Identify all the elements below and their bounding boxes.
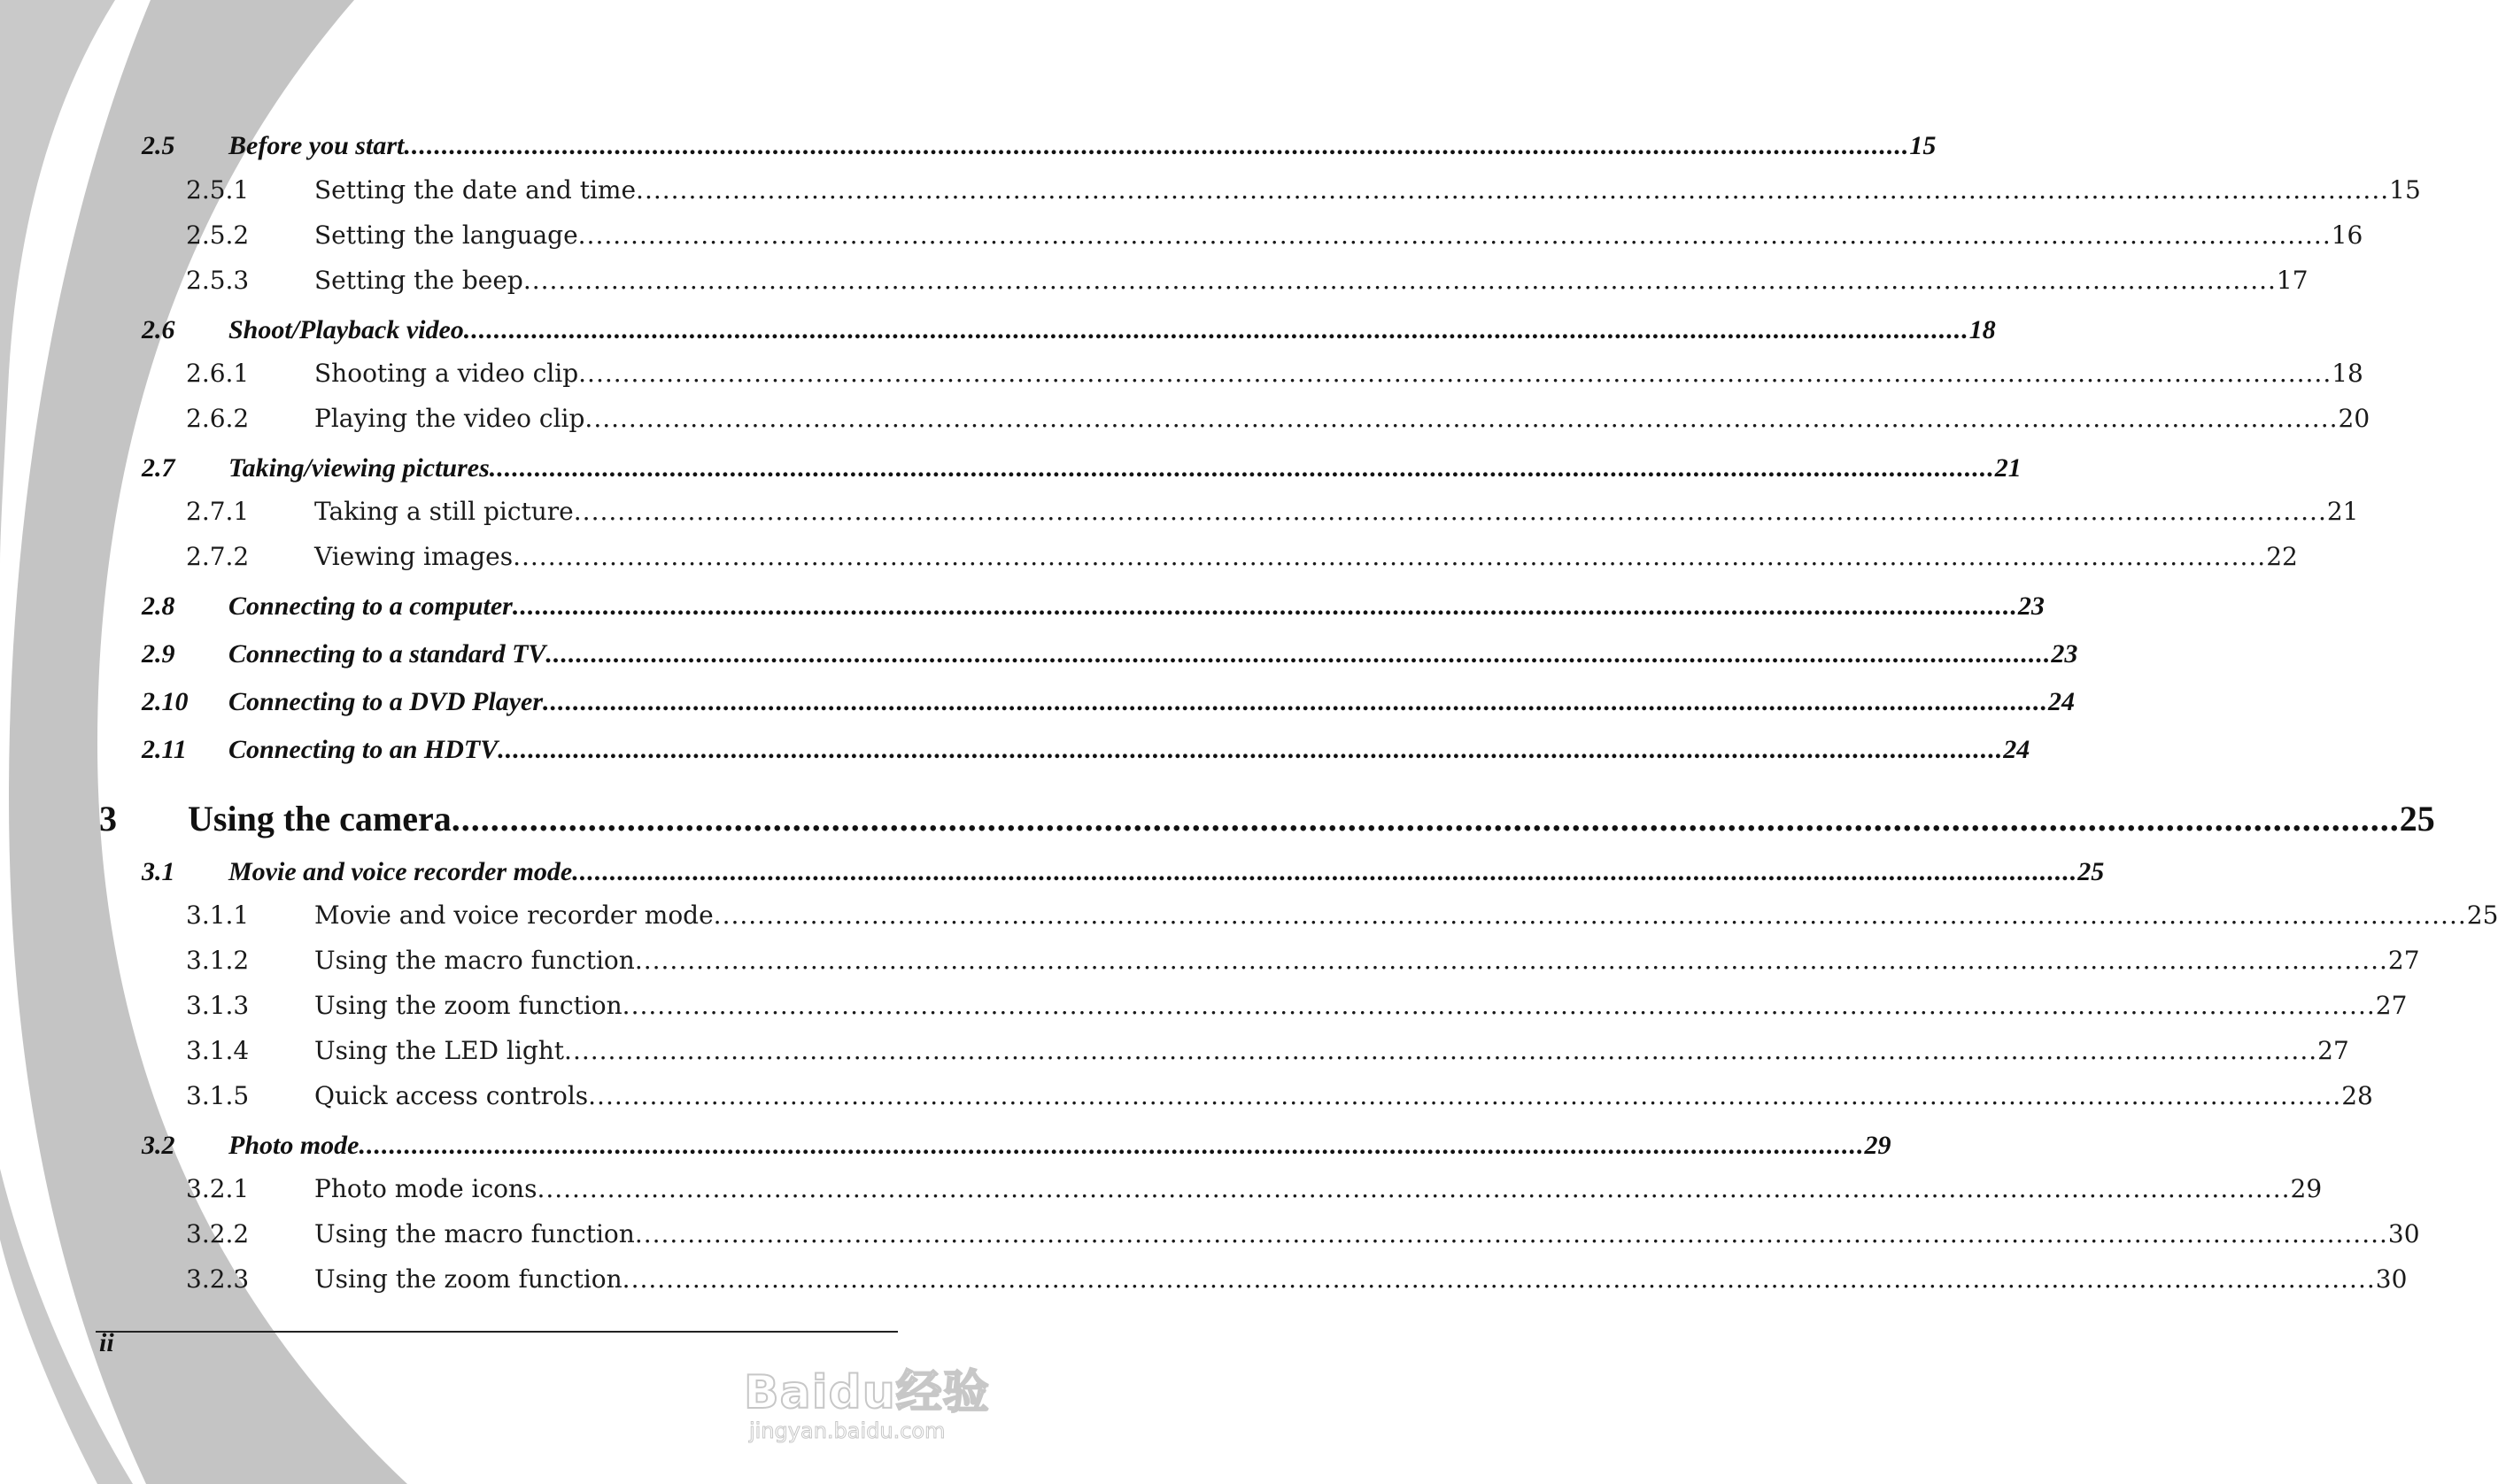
toc-entry-page: 30 xyxy=(2387,1219,2420,1248)
toc-entry-title: Using the LED light xyxy=(314,1036,565,1065)
toc-entry[interactable] xyxy=(142,1131,1891,1161)
toc-entry-title: Setting the date and time xyxy=(314,175,637,205)
toc-entry-page: 25 xyxy=(2399,799,2435,839)
toc-dot-leader: ........................................................................................................................................................................................................ xyxy=(622,1264,2376,1294)
toc-dot-leader: ........................................................................................................................................................................................................ xyxy=(463,315,1969,344)
toc-dot-leader: ........................................................................................................................................................................................................ xyxy=(545,639,2052,669)
toc-entry-number: 3.1 xyxy=(142,857,175,886)
toc-entry-title: Connecting to an HDTV xyxy=(228,735,499,764)
toc-dot-leader: ........................................................................................................................................................................................................ xyxy=(636,175,2390,205)
toc-entry[interactable] xyxy=(186,1219,2420,1248)
toc-entry-number: 2.5.1 xyxy=(186,175,250,205)
toc-entry-title: Photo mode xyxy=(228,1131,360,1160)
toc-dot-leader: ........................................................................................................................................................................................................ xyxy=(634,1219,2388,1248)
toc-entry[interactable] xyxy=(186,220,2363,250)
toc-entry-title: Using the macro function xyxy=(314,946,635,975)
toc-entry[interactable] xyxy=(186,900,2498,930)
toc-entry-page: 20 xyxy=(2338,404,2370,433)
toc-entry[interactable] xyxy=(186,404,2370,433)
toc-dot-leader: ........................................................................................................................................................................................................ xyxy=(588,1081,2342,1110)
toc-entry-page: 21 xyxy=(1994,453,2022,483)
toc-entry-title: Playing the video clip xyxy=(314,404,585,433)
toc-dot-leader: ........................................................................................................................................................................................................ xyxy=(489,453,1995,483)
toc-entry[interactable] xyxy=(186,1264,2408,1294)
toc-entry-page: 23 xyxy=(2051,639,2078,669)
toc-dot-leader: ........................................................................................................................................................................................................ xyxy=(573,497,2327,526)
toc-entry-number: 3.1.5 xyxy=(186,1081,250,1110)
toc-entry-number: 3.1.4 xyxy=(186,1036,250,1065)
toc-entry-title: Shoot/Playback video xyxy=(228,315,464,344)
toc-entry-number: 3.2.3 xyxy=(186,1264,250,1294)
toc-entry[interactable] xyxy=(186,1174,2323,1203)
toc-dot-leader: ........................................................................................................................................................................................................ xyxy=(543,687,2049,716)
toc-entry-page: 29 xyxy=(2290,1174,2323,1203)
toc-entry-page: 18 xyxy=(2332,359,2363,388)
toc-entry[interactable] xyxy=(142,453,2022,483)
toc-entry-page: 23 xyxy=(2017,591,2045,621)
toc-entry[interactable] xyxy=(142,639,2078,669)
footer-page-number: ii xyxy=(99,1328,114,1357)
toc-dot-leader: ........................................................................................................................................................................................................ xyxy=(513,542,2267,571)
toc-entry[interactable] xyxy=(186,1081,2373,1110)
toc-entry-page: 25 xyxy=(2077,857,2105,886)
toc-entry-number: 2.5 xyxy=(142,131,175,160)
toc-entry-page: 29 xyxy=(1864,1131,1891,1160)
toc-entry-number: 3.2 xyxy=(142,1131,175,1160)
toc-entry-title: Connecting to a DVD Player xyxy=(228,687,544,716)
toc-dot-leader: ........................................................................................................................................................................................................ xyxy=(713,900,2467,930)
toc-entry[interactable] xyxy=(142,591,2045,622)
toc-entry[interactable] xyxy=(142,687,2076,717)
toc-entry-number: 3.2.2 xyxy=(186,1219,250,1248)
toc-entry-page: 24 xyxy=(2003,735,2030,764)
toc-dot-leader: ........................................................................................................................................................................................................ xyxy=(572,857,2078,886)
toc-entry-page: 24 xyxy=(2048,687,2076,716)
toc-entry-number: 2.7 xyxy=(142,453,175,483)
toc-entry-number: 2.7.2 xyxy=(186,542,250,571)
toc-entry-title: Using the zoom function xyxy=(314,1264,623,1294)
toc-entry-page: 25 xyxy=(2466,900,2498,930)
toc-entry[interactable] xyxy=(186,175,2421,205)
toc-dot-leader: ........................................................................................................................................................................................................ xyxy=(622,991,2376,1020)
toc-entry[interactable] xyxy=(142,857,2105,887)
toc-entry-title: Before you start xyxy=(228,131,405,160)
toc-entry[interactable] xyxy=(186,359,2363,388)
toc-entry[interactable] xyxy=(142,131,1937,161)
toc-entry-title: Taking/viewing pictures xyxy=(228,453,490,483)
toc-entry-number: 3.1.1 xyxy=(186,900,250,930)
toc-entry-title: Using the camera xyxy=(188,799,452,839)
toc-entry-page: 17 xyxy=(2276,266,2309,295)
toc-entry-page: 27 xyxy=(2317,1036,2349,1065)
toc-entry-page: 28 xyxy=(2341,1081,2373,1110)
toc-entry-title: Using the macro function xyxy=(314,1219,635,1248)
toc-entry[interactable] xyxy=(142,735,2030,765)
watermark-brand: Baidu经验 xyxy=(744,1366,990,1419)
toc-entry-page: 16 xyxy=(2331,220,2363,250)
toc-entry[interactable] xyxy=(186,266,2309,295)
toc-entry-number: 2.8 xyxy=(142,591,175,621)
toc-dot-leader: ........................................................................................................................................................................................................ xyxy=(522,266,2277,295)
toc-entry-title: Photo mode icons xyxy=(314,1174,537,1203)
toc-entry-number: 2.10 xyxy=(142,687,189,716)
toc-entry[interactable] xyxy=(186,991,2408,1020)
toc-entry-title: Connecting to a standard TV xyxy=(228,639,546,669)
toc-entry[interactable] xyxy=(186,542,2298,571)
toc-dot-leader: ........................................................................................................................................................................................................ xyxy=(404,131,1910,160)
toc-entry-page: 27 xyxy=(2375,991,2408,1020)
toc-dot-leader: ........................................................................................................................................................................................................ xyxy=(577,220,2332,250)
toc-dot-leader: ........................................................................................................................................................................................................ xyxy=(359,1131,1865,1160)
toc-dot-leader: ........................................................................................................................................................................................................ xyxy=(512,591,2018,621)
toc-entry-title: Movie and voice recorder mode xyxy=(228,857,573,886)
toc-dot-leader: ........................................................................................................................................................................................................ xyxy=(498,735,2004,764)
toc-entry[interactable] xyxy=(142,315,1996,345)
toc-entry-page: 21 xyxy=(2326,497,2359,526)
toc-entry-number: 2.6.1 xyxy=(186,359,250,388)
toc-dot-leader: ........................................................................................................................................................................................................ xyxy=(537,1174,2291,1203)
toc-entry-title: Viewing images xyxy=(314,542,514,571)
toc-dot-leader: ........................................................................................................................................................................................................ xyxy=(634,946,2388,975)
toc-entry-page: 18 xyxy=(1968,315,1996,344)
toc-entry-page: 30 xyxy=(2375,1264,2408,1294)
toc-dot-leader: ........................................................................................................................................................................................................ xyxy=(584,404,2339,433)
baidu-jingyan-watermark xyxy=(735,1346,1001,1452)
toc-entry-number: 2.7.1 xyxy=(186,497,250,526)
toc-entry-title: Movie and voice recorder mode xyxy=(314,900,714,930)
watermark-site: jingyan.baidu.com xyxy=(749,1418,946,1443)
toc-entry-page: 22 xyxy=(2266,542,2298,571)
toc-entry-title: Quick access controls xyxy=(314,1081,589,1110)
toc-entry-title: Using the zoom function xyxy=(314,991,623,1020)
toc-entry-title: Setting the beep xyxy=(314,266,523,295)
toc-entry-number: 3.2.1 xyxy=(186,1174,250,1203)
toc-dot-leader: ........................................................................................................................................................................................................ xyxy=(578,359,2332,388)
toc-entry-title: Taking a still picture xyxy=(314,497,574,526)
toc-entry-page: 27 xyxy=(2387,946,2420,975)
toc-entry-title: Connecting to a computer xyxy=(228,591,513,621)
toc-entry-number: 2.6 xyxy=(142,315,175,344)
toc-entry[interactable] xyxy=(186,497,2359,526)
toc-dot-leader: ........................................................................................................................................................................................................ xyxy=(451,799,2400,839)
toc-entry-title: Shooting a video clip xyxy=(314,359,579,388)
toc-entry-number: 2.11 xyxy=(142,735,187,764)
toc-entry-number: 3 xyxy=(99,799,117,839)
toc-entry-number: 3.1.3 xyxy=(186,991,250,1020)
toc-entry-number: 2.5.3 xyxy=(186,266,250,295)
toc-entry-page: 15 xyxy=(2389,175,2421,205)
toc-entry-page: 15 xyxy=(1909,131,1937,160)
toc-dot-leader: ........................................................................................................................................................................................................ xyxy=(564,1036,2318,1065)
toc-entry[interactable] xyxy=(186,946,2420,975)
toc-entry[interactable] xyxy=(186,1036,2349,1065)
toc-entry-number: 3.1.2 xyxy=(186,946,250,975)
toc-entry-number: 2.6.2 xyxy=(186,404,250,433)
toc-entry[interactable] xyxy=(99,798,2435,839)
toc-entry-title: Setting the language xyxy=(314,220,578,250)
toc-entry-number: 2.9 xyxy=(142,639,175,669)
toc-entry-number: 2.5.2 xyxy=(186,220,250,250)
